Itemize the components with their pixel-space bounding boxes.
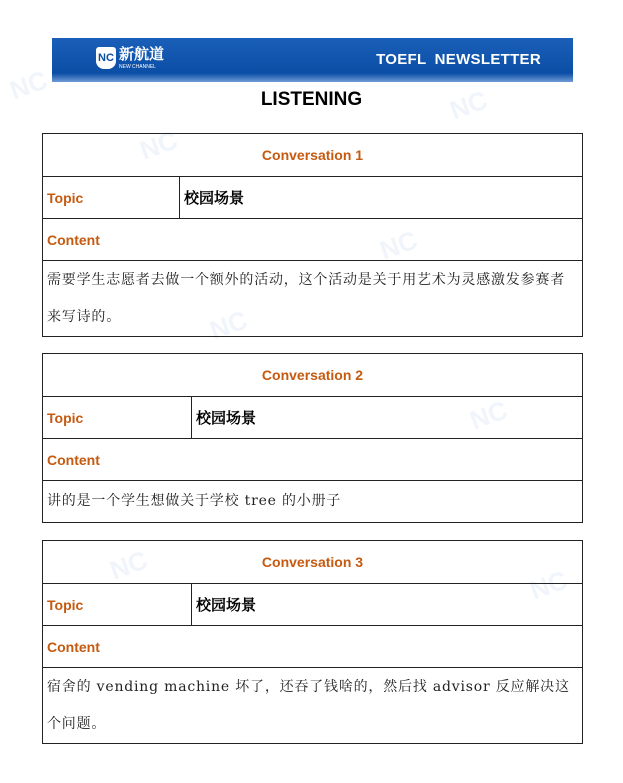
content-label: Content	[43, 439, 583, 481]
newsletter-banner	[52, 38, 573, 82]
content-text: 宿舍的 vending machine 坏了，还吞了钱啥的，然后找 advisor 反应解决这个问题。	[43, 668, 583, 744]
content-text: 讲的是一个学生想做关于学校 tree 的小册子	[43, 481, 583, 523]
content-label: Content	[43, 626, 583, 668]
topic-label: Topic	[43, 584, 192, 626]
topic-value: 校园场景	[192, 584, 583, 626]
conversation-title: Conversation 3	[43, 541, 583, 584]
topic-label: Topic	[43, 397, 192, 439]
watermark: NC	[375, 224, 422, 266]
watermark: NC	[525, 564, 572, 606]
watermark: NC	[445, 84, 492, 126]
conversation-table-3	[42, 540, 583, 744]
nc-logo-icon: NC	[96, 47, 116, 69]
conversation-title: Conversation 2	[43, 354, 583, 397]
brand-en: NEW CHANNEL	[119, 64, 156, 70]
content-label: Content	[43, 219, 583, 261]
banner-title: TOEFL NEWSLETTER	[376, 51, 541, 68]
content-text: 需要学生志愿者去做一个额外的活动，这个活动是关于用艺术为灵感激发参赛者来写诗的。	[43, 261, 583, 337]
watermark: NC	[5, 64, 52, 106]
watermark: NC	[205, 304, 252, 346]
conversation-table-1	[42, 133, 583, 337]
watermark: NC	[465, 394, 512, 436]
conversation-table-2	[42, 353, 583, 523]
watermark: NC	[135, 124, 182, 166]
conversation-title: Conversation 1	[43, 134, 583, 177]
watermark: NC	[105, 544, 152, 586]
brand-cn: 新航道	[119, 46, 165, 63]
topic-label: Topic	[43, 177, 180, 219]
brand-logo	[96, 46, 164, 70]
topic-value: 校园场景	[180, 177, 583, 219]
topic-value: 校园场景	[192, 397, 583, 439]
page-title: LISTENING	[260, 89, 363, 110]
